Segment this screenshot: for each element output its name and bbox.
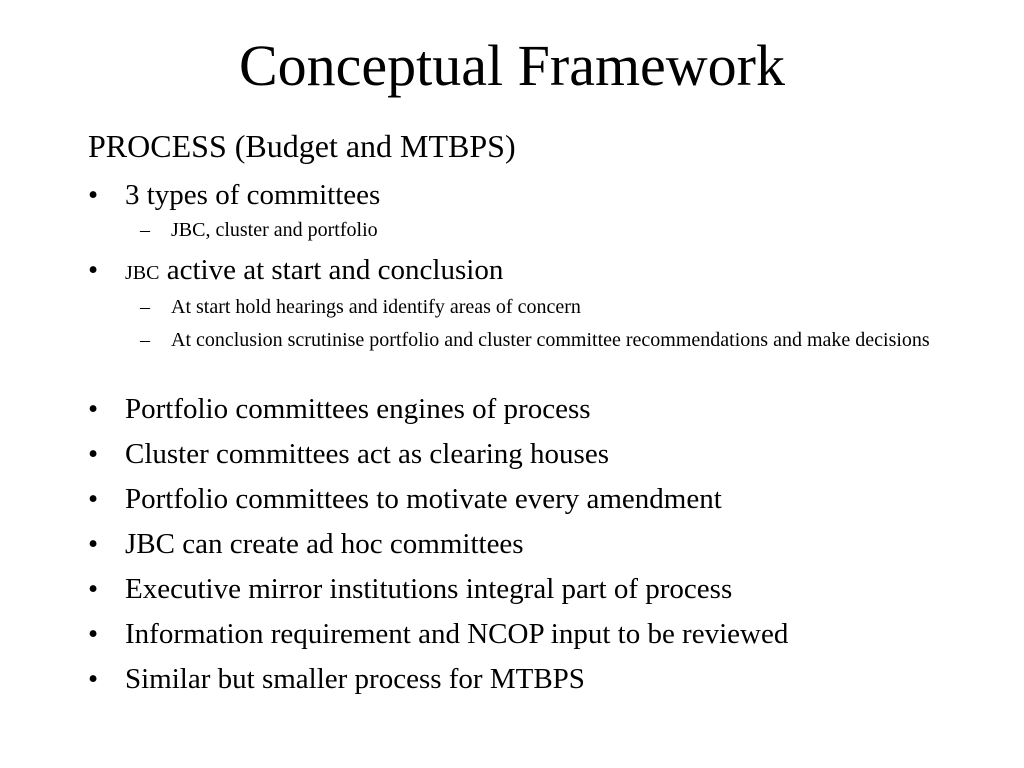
dash-mark: – (140, 329, 150, 351)
bullet-text: Similar but smaller process for MTBPS (125, 663, 585, 695)
bullet-mark: • (88, 393, 99, 425)
bullet-text: active at start and conclusion (159, 254, 504, 286)
dash-mark: – (140, 219, 150, 241)
bullet-mark: • (88, 618, 99, 650)
sub-bullet-text: At conclusion scrutinise portfolio and cluster committee recommendations and make decisions (171, 329, 930, 351)
bullet-text: Information requirement and NCOP input to be reviewed (125, 618, 789, 650)
sub-bullet-item (140, 294, 960, 321)
sub-bullet-text: At start hold hearings and identify areas of concern (171, 296, 581, 318)
bullet-item (88, 662, 585, 696)
bullet-mark: • (88, 528, 99, 560)
bullet-mark: • (88, 179, 99, 211)
slide-title: Conceptual Framework (238, 33, 785, 98)
bullet-item (88, 178, 380, 212)
bullet-mark: • (88, 573, 99, 605)
bullet-prefix: JBC (125, 262, 160, 284)
bullet-item (88, 617, 788, 651)
bullet-mark: • (88, 254, 99, 286)
bullet-item (88, 437, 609, 471)
sub-bullet-text: JBC, cluster and portfolio (171, 219, 378, 241)
bullet-text: Portfolio committees to motivate every amendment (125, 483, 722, 515)
bullet-item (88, 482, 722, 516)
bullet-item (88, 253, 503, 290)
bullet-text: 3 types of committees (125, 179, 381, 211)
sub-bullet-item (140, 217, 960, 244)
bullet-item (88, 392, 591, 426)
bullet-mark: • (88, 663, 99, 695)
bullet-mark: • (88, 483, 99, 515)
slide-subtitle: PROCESS (Budget and MTBPS) (88, 128, 516, 164)
bullet-item (88, 527, 524, 561)
bullet-text: JBC can create ad hoc committees (125, 528, 524, 560)
bullet-text: Cluster committees act as clearing houses (125, 438, 609, 470)
bullet-mark: • (88, 438, 99, 470)
sub-bullet-item (140, 327, 960, 354)
bullet-text: Executive mirror institutions integral part of process (125, 573, 733, 605)
bullet-text: Portfolio committees engines of process (125, 393, 591, 425)
bullet-item (88, 572, 732, 606)
dash-mark: – (140, 296, 150, 318)
